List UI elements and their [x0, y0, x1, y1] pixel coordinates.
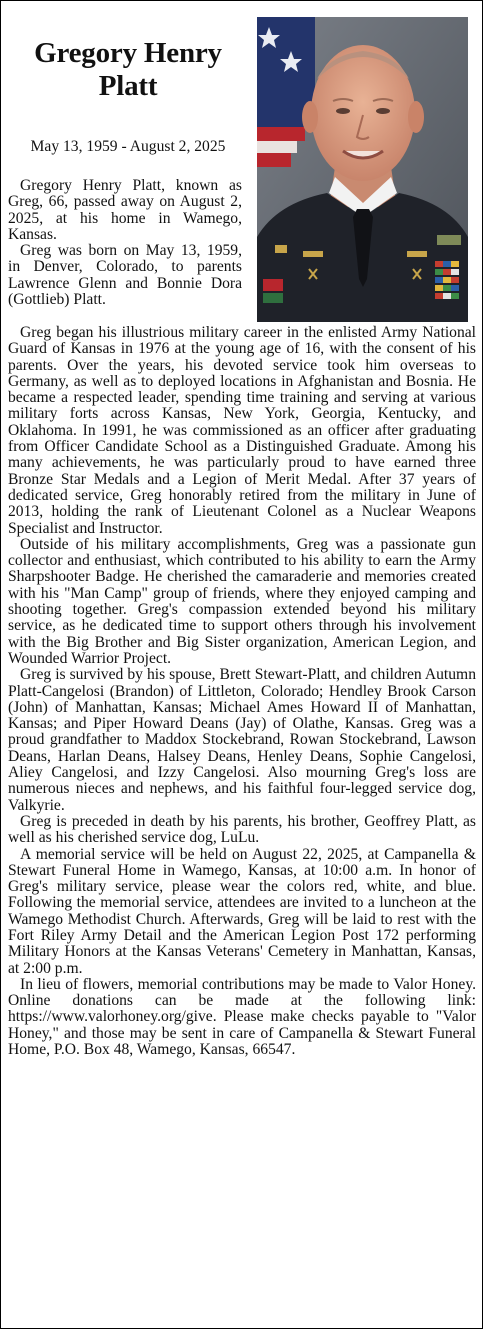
- paragraph-death-notice: Gregory Henry Platt, known as Greg, 66, passed away on August 2, 2025, at his home in Wamego, Kansas.: [8, 177, 242, 243]
- obituary-body: [8, 325, 476, 1058]
- paragraph-interests: Outside of his military accomplishments, Greg was a passionate gun collector and enthusiast, which contributed to his ability to earn the Army Sharpshooter Badge. He cherished the camaraderie and memories created with his "Man Camp" group of friends, where they enjoyed camping and shooting together. Greg's compassion extended beyond his military service, as he dedicated time to support others through his involvement with the Big Brother and Big Sister organization, American Legion, and Wounded Warrior Project.: [8, 535, 476, 667]
- paragraph-military-career: Greg began his illustrious military career in the enlisted Army National Guard of Kansas in 1976 at the young age of 16, with the consent of his parents. Over the years, his devoted service took him overseas to Germany, as well as to deployed locations in Afghanistan and Bosnia. He became a respected leader, spending time training and serving at various military forts across Kansas, New York, Georgia, Kentucky, and Oklahoma. In 1991, he was commissioned as an officer after graduating from Officer Candidate School as a Distinguished Graduate. Among his many achievements, he was particularly proud to have earned three Bronze Star Medals and a Legion of Merit Medal. After 37 years of dedicated service, Greg honorably retired from the military in June of 2013, holding the rank of Lieutenant Colonel as a Nuclear Weapons Specialist and Instructor.: [8, 324, 476, 537]
- obituary-name: Gregory Henry Platt: [34, 37, 222, 102]
- paragraph-donations: In lieu of flowers, memorial contributions may be made to Valor Honey. Online donations can be made at the following link: https://www.valorhoney.org/give. Please make checks payable to "Valor Honey," and those may be sent in care of Campanella & Stewart Funeral Home, P.O. Box 48, Wamego, Kansas, 66547.: [8, 975, 476, 1059]
- obituary-header: [8, 1, 248, 155]
- paragraph-birth: Greg was born on May 13, 1959, in Denver, Colorado, to parents Lawrence Glenn and Bonnie Dora (Gottlieb) Platt.: [8, 242, 242, 309]
- paragraph-preceded: Greg is preceded in death by his parents, his brother, Geoffrey Platt, as well as his cherished service dog, LuLu.: [8, 812, 476, 847]
- intro-column: [8, 178, 242, 308]
- obituary-dates: May 13, 1959 - August 2, 2025: [30, 138, 226, 155]
- portrait-photo: [257, 17, 468, 322]
- paragraph-memorial-service: A memorial service will be held on August 22, 2025, at Campanella & Stewart Funeral Home in Wamego, Kansas, at 10:00 a.m. In honor of Greg's military service, please wear the colors red, white, and blue. Following the memorial service, attendees are invited to a luncheon at the Wamego Methodist Church. Afterwards, Greg will be laid to rest with the Fort Riley Army Detail and the American Legion Post 172 performing Military Honors at the Kansas Veterans' Cemetery in Manhattan, Kansas, at 2:00 p.m.: [8, 845, 476, 977]
- head: [311, 45, 415, 181]
- portrait-illustration: [257, 17, 468, 322]
- paragraph-survivors: Greg is survived by his spouse, Brett Stewart-Platt, and children Autumn Platt-Cangelosi (Brandon) of Littleton, Colorado; Hendley Brook Carson (John) of Manhattan, Kansas; Michael Ames Howard II of Manhattan, Kansas; and Piper Howard Deans (Jay) of Olathe, Kansas. Greg was a proud grandfather to Maddox Stockebrand, Rowan Stockebrand, Lawson Deans, Harlan Deans, Halsey Deans, Henley Deans, Sophie Cangelosi, Aliey Cangelosi, and Izzy Cangelosi. Also mourning Greg's loss are numerous nieces and nephews, and his faithful four-legged service dog, Valkyrie.: [8, 666, 476, 814]
